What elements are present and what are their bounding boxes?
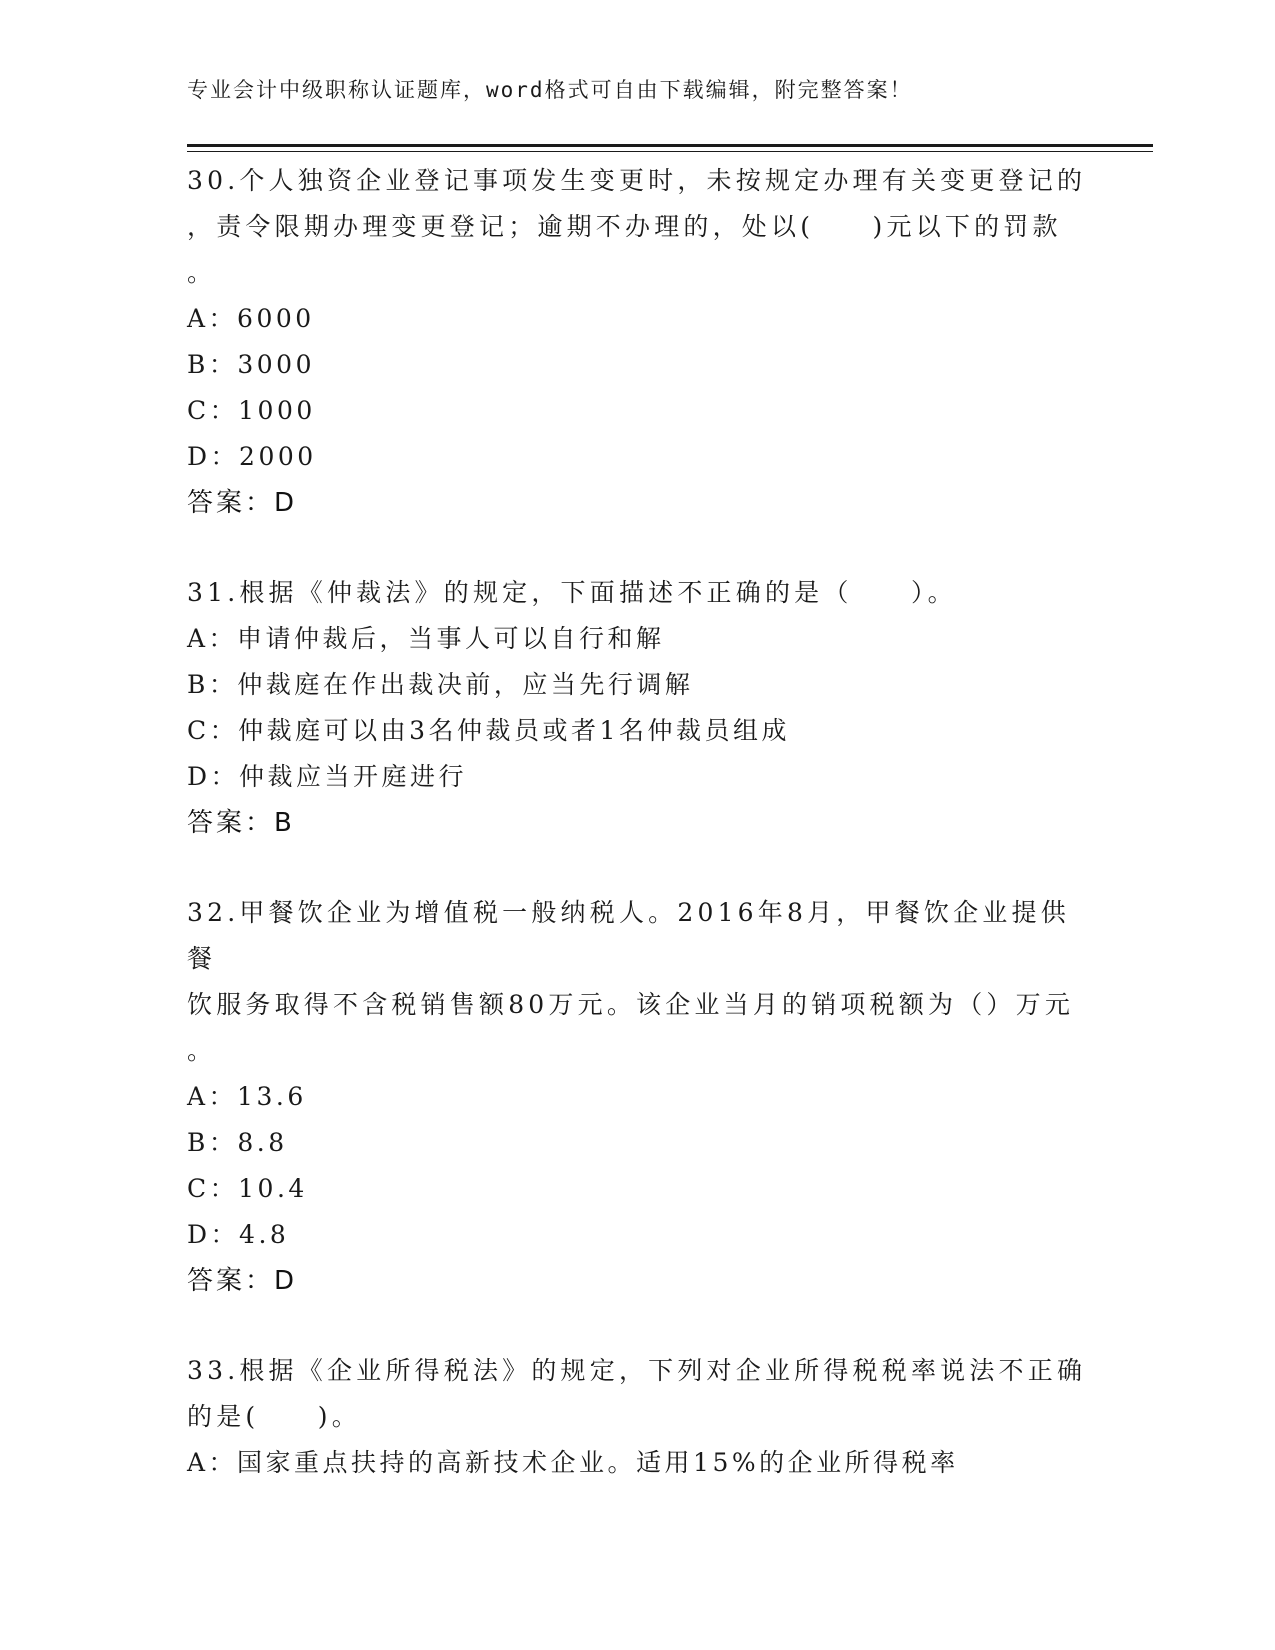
question-list [187,158,1087,1486]
question-stem-line: 33.根据《企业所得税法》的规定，下列对企业所得税税率说法不正确 [187,1356,1087,1385]
option-c: C：仲裁庭可以由3名仲裁员或者1名仲裁员组成 [187,716,790,745]
option-b: B：3000 [187,350,315,379]
option-a: A：国家重点扶持的高新技术企业。适用15%的企业所得税率 [187,1448,959,1477]
question-31 [187,570,1087,846]
option-d: D：4.8 [187,1220,290,1249]
question-30 [187,158,1087,526]
question-stem-line: ，责令限期办理变更登记；逾期不办理的，处以( )元以下的罚款 [187,212,1062,241]
answer-label: 答案：B [187,808,295,838]
answer-label: 答案：D [187,1266,298,1296]
option-d: D：2000 [187,442,317,471]
question-stem-line: 。 [187,258,217,287]
page-header: 专业会计中级职称认证题库，word格式可自由下载编辑，附完整答案！ [187,78,913,102]
question-stem-line: 31.根据《仲裁法》的规定，下面描述不正确的是（ ）。 [187,578,957,607]
question-stem-line: 32.甲餐饮企业为增值税一般纳税人。2016年8月，甲餐饮企业提供餐 [187,898,1070,973]
option-a: A：6000 [187,304,315,333]
option-b: B：仲裁庭在作出裁决前，应当先行调解 [187,670,694,699]
question-33 [187,1348,1087,1486]
question-stem-line: 30.个人独资企业登记事项发生变更时，未按规定办理有关变更登记的 [187,166,1087,195]
question-stem-line: 饮服务取得不含税销售额80万元。该企业当月的销项税额为（）万元 [187,990,1075,1019]
answer-label: 答案：D [187,488,298,518]
header-rule-thin [187,151,1153,152]
option-a: A：申请仲裁后，当事人可以自行和解 [187,624,665,653]
question-stem-line: 的是( )。 [187,1402,361,1431]
question-stem-line: 。 [187,1036,217,1065]
option-b: B：8.8 [187,1128,288,1157]
option-d: D：仲裁应当开庭进行 [187,762,468,791]
option-c: C：1000 [187,396,316,425]
question-32 [187,890,1087,1304]
option-a: A：13.6 [187,1082,307,1111]
header-rule-thick [187,144,1153,147]
option-c: C：10.4 [187,1174,308,1203]
